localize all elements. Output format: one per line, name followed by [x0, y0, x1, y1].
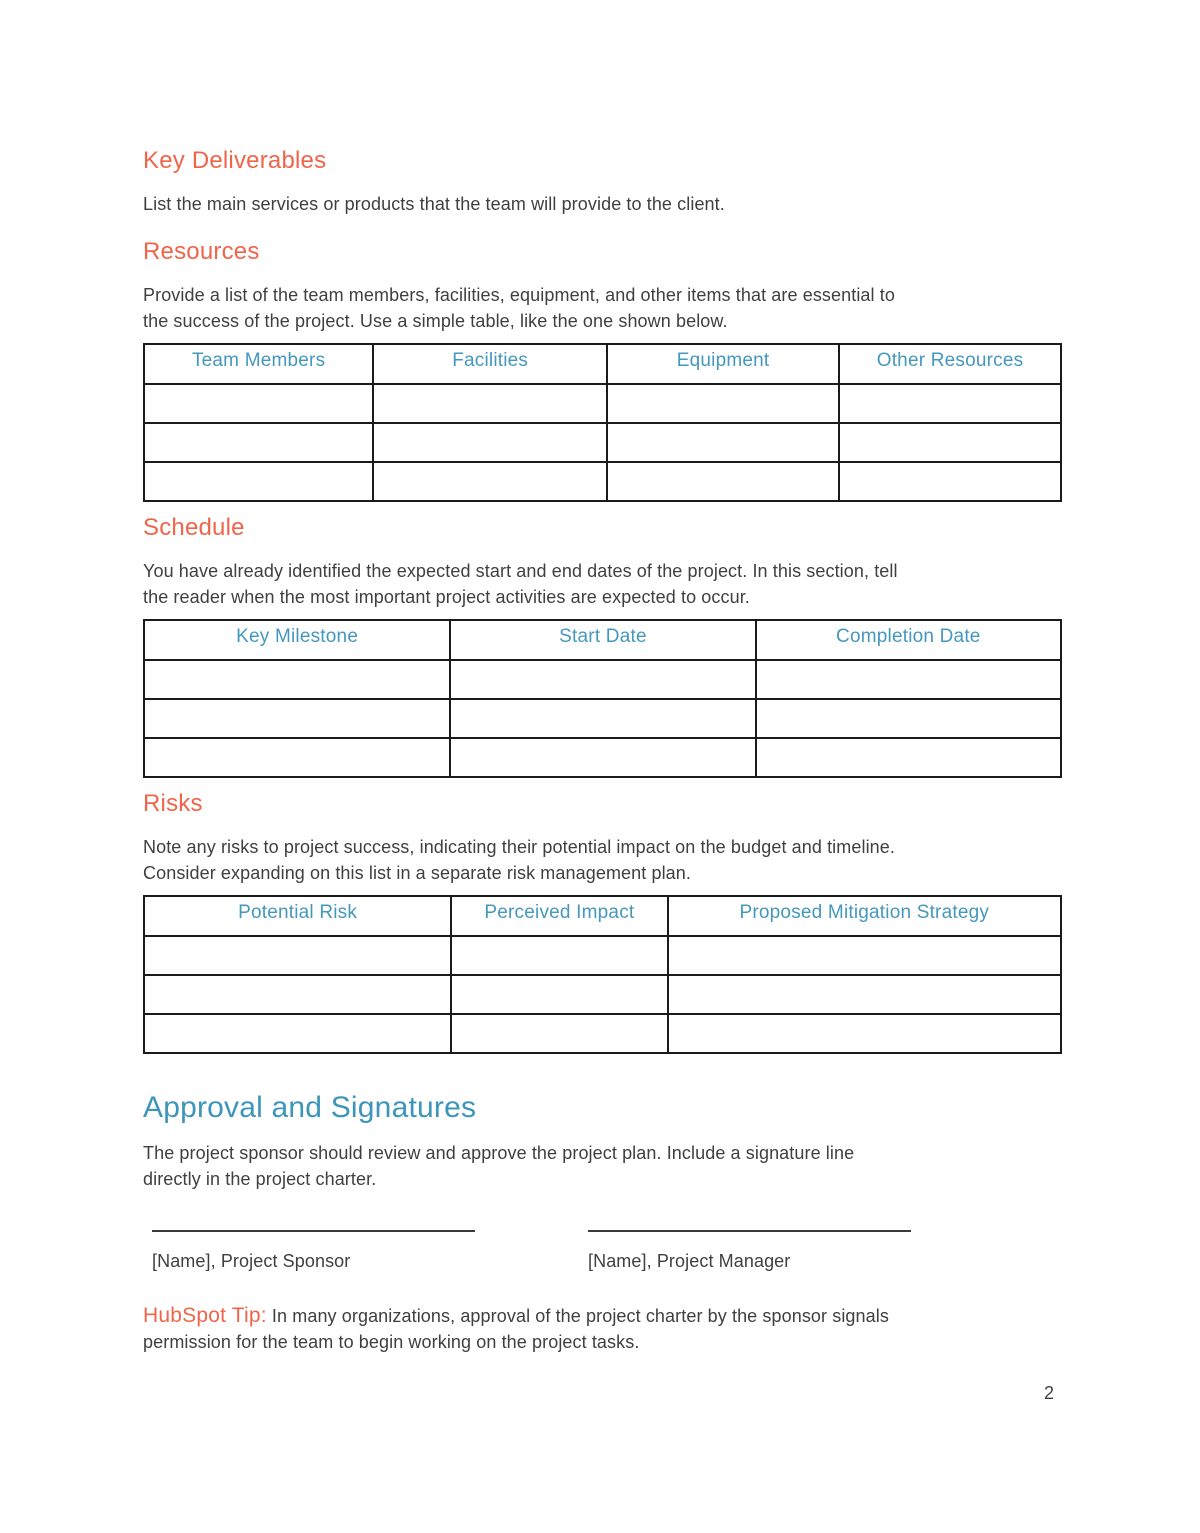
body-text-line: The project sponsor should review and approve the project plan. Include a signature line: [143, 1143, 855, 1163]
empty-cell: [668, 975, 1061, 1014]
empty-cell: [451, 975, 667, 1014]
empty-cell: [607, 423, 839, 462]
section-key-deliverables: [143, 146, 1062, 217]
resources-col-team-members: Team Members: [144, 344, 373, 384]
table-row: [144, 462, 1061, 501]
empty-cell: [144, 462, 373, 501]
empty-cell: [607, 384, 839, 423]
schedule-heading: Schedule: [143, 514, 245, 541]
section-risks: [143, 789, 1062, 1054]
risks-col-perceived-impact: Perceived Impact: [451, 896, 667, 936]
resources-heading: Resources: [143, 238, 260, 265]
resources-table: [143, 343, 1062, 502]
hubspot-tip-label: HubSpot Tip:: [143, 1304, 267, 1327]
resources-col-facilities: Facilities: [373, 344, 607, 384]
signature-label-manager: [Name], Project Manager: [588, 1251, 791, 1271]
body-text-line: You have already identified the expected start and end dates of the project. In this section, tell: [143, 561, 898, 581]
empty-cell: [839, 462, 1061, 501]
signature-row: [143, 1230, 1062, 1273]
table-row: [144, 660, 1061, 699]
empty-cell: [668, 936, 1061, 975]
section-resources: [143, 237, 1062, 502]
empty-cell: [450, 699, 755, 738]
key-deliverables-body: List the main services or products that the team will provide to the client.: [143, 194, 725, 214]
empty-cell: [144, 738, 450, 777]
risks-heading: Risks: [143, 790, 203, 817]
body-text-line: the reader when the most important project activities are expected to occur.: [143, 587, 750, 607]
empty-cell: [144, 936, 451, 975]
risks-table: [143, 895, 1062, 1054]
empty-cell: [756, 738, 1061, 777]
empty-cell: [607, 462, 839, 501]
empty-cell: [373, 462, 607, 501]
risks-col-potential-risk: Potential Risk: [144, 896, 451, 936]
empty-cell: [451, 936, 667, 975]
table-row: [144, 384, 1061, 423]
signature-line: [152, 1230, 475, 1232]
empty-cell: [451, 1014, 667, 1053]
section-approval-and-signatures: [143, 1090, 1062, 1273]
empty-cell: [668, 1014, 1061, 1053]
body-text-line: Consider expanding on this list in a separate risk management plan.: [143, 863, 692, 883]
approval-and-signatures-heading: Approval and Signatures: [143, 1091, 477, 1124]
body-text-line: Note any risks to project success, indicating their potential impact on the budget and timeline.: [143, 837, 896, 857]
signature-block-manager: [588, 1230, 911, 1273]
empty-cell: [839, 384, 1061, 423]
body-text-line: Provide a list of the team members, facilities, equipment, and other items that are essential to: [143, 285, 895, 305]
empty-cell: [373, 423, 607, 462]
hubspot-tip-text-line: permission for the team to begin working on the project tasks.: [143, 1332, 640, 1352]
page-number: 2: [1043, 1383, 1054, 1403]
risks-header-row: [144, 896, 1061, 936]
empty-cell: [450, 738, 755, 777]
schedule-col-key-milestone: Key Milestone: [144, 620, 450, 660]
table-row: [144, 699, 1061, 738]
key-deliverables-heading: Key Deliverables: [143, 147, 327, 174]
schedule-col-start-date: Start Date: [450, 620, 755, 660]
empty-cell: [144, 384, 373, 423]
schedule-body: [143, 558, 1062, 610]
section-schedule: [143, 513, 1062, 778]
empty-cell: [144, 1014, 451, 1053]
hubspot-tip-line: [143, 1303, 1062, 1329]
hubspot-tip: [143, 1303, 1062, 1355]
signature-line: [588, 1230, 911, 1232]
table-row: [144, 423, 1061, 462]
resources-col-other-resources: Other Resources: [839, 344, 1061, 384]
empty-cell: [144, 975, 451, 1014]
schedule-col-completion-date: Completion Date: [756, 620, 1061, 660]
empty-cell: [756, 660, 1061, 699]
empty-cell: [144, 699, 450, 738]
signature-label-sponsor: [Name], Project Sponsor: [152, 1251, 351, 1271]
table-row: [144, 1014, 1061, 1053]
empty-cell: [756, 699, 1061, 738]
body-text-line: directly in the project charter.: [143, 1169, 377, 1189]
resources-header-row: [144, 344, 1061, 384]
risks-body: [143, 834, 1062, 886]
approval-body: [143, 1140, 1062, 1192]
empty-cell: [373, 384, 607, 423]
body-text-line: the success of the project. Use a simple table, like the one shown below.: [143, 311, 728, 331]
table-row: [144, 738, 1061, 777]
page-content: [143, 146, 1062, 1373]
resources-body: [143, 282, 1062, 334]
risks-col-proposed-mitigation-strategy: Proposed Mitigation Strategy: [668, 896, 1061, 936]
empty-cell: [839, 423, 1061, 462]
empty-cell: [450, 660, 755, 699]
empty-cell: [144, 423, 373, 462]
schedule-header-row: [144, 620, 1061, 660]
resources-col-equipment: Equipment: [607, 344, 839, 384]
hubspot-tip-text: In many organizations, approval of the project charter by the sponsor signals: [271, 1306, 889, 1326]
table-row: [144, 936, 1061, 975]
empty-cell: [144, 660, 450, 699]
signature-block-sponsor: [152, 1230, 475, 1273]
table-row: [144, 975, 1061, 1014]
schedule-table: [143, 619, 1062, 778]
